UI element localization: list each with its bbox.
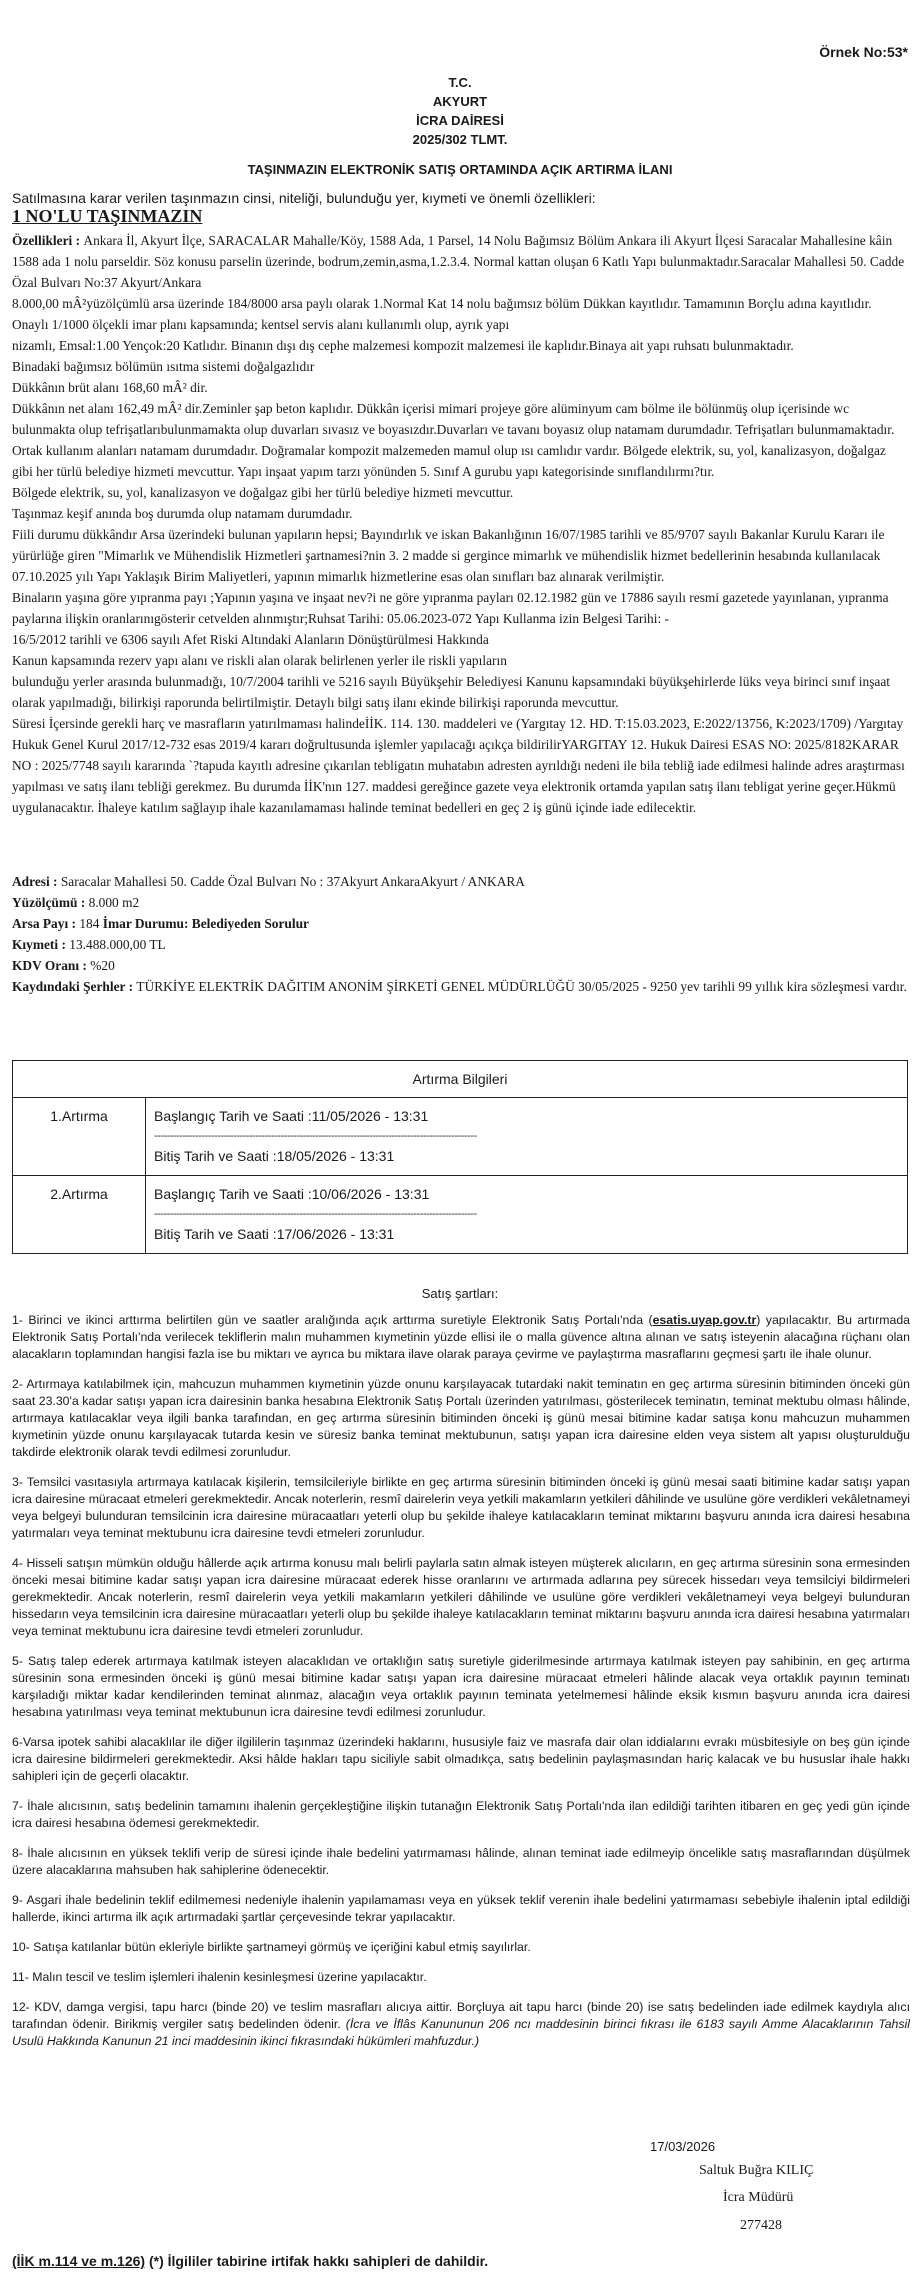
condition-3: 3- Temsilci vasıtasıyla artırmaya katılacak kişilerin, temsilcileriyle birlikte en geç artırma süresinin bitiminden önceki iş günü mesai saati bitimine kadar satışı yapan icra dairesine müracaat etmeleri gerekmektedir. Ancak noterlerin, resmî dairelerin veya yetkili makamların yetkileri dâhilinde ve usulüne göre verdikleri vekâletnameyi veya belgeyi bulunduran temsilcinin icra dairesine müracaatları yeterli olup bu şekilde ihaleye katılacakların teminat miktarını başvuru anında icra dairesi hesabına yatırmaları veya teminat mektubunu icra dairesine tevdi etmeleri zorunludur. <box>12 1475 910 1540</box>
zoning-label: İmar Durumu: <box>102 916 192 931</box>
end-label: Bitiş Tarih ve Saati : <box>154 1148 277 1164</box>
condition-12-italic: (İcra ve İflâs Kanununun 206 ncı maddesinin birinci fıkrası ile 6183 sayılı Amme Alacaklarının Tahsil Usulü Hakkında Kanunun 21 inci maddesinin ikinci fıkrasındaki hükümleri mahfuzdur.) <box>12 2017 910 2048</box>
esatis-link[interactable]: esatis.uyap.gov.tr <box>652 1313 757 1327</box>
condition-7: 7- İhale alıcısının, satış bedelinin tamamını ihalenin gerçekleştiğine ilişkin tutanağın Elektronik Satış Portalı'nda ilan edildiği tarihten itibaren en geç yedi gün içinde icra dairesi hesabına ödemesi gerekmektedir. <box>12 1799 910 1830</box>
condition-8: 8- İhale alıcısının en yüksek teklifi verip de süresi içinde ihale bedelini yatırmaması hâlinde, alınan teminat iade edilmeyip öncelikle satış masraflarından düşülmek üzere alacaklarına mahsuben hak sahiplerine ödenecektir. <box>12 1846 910 1877</box>
notice-title: TAŞINMAZIN ELEKTRONİK SATIŞ ORTAMINDA AÇIK ARTIRMA İLANI <box>247 162 673 177</box>
area-label: Yüzölçümü : <box>12 895 89 910</box>
lot-title: 1 NO'LU TAŞINMAZIN <box>12 206 203 226</box>
sale-conditions-title: Satış şartları: <box>421 1286 499 1301</box>
desc-p7: Dükkânın net alanı 162,49 mÂ² dir.Zeminler şap beton kaplıdır. Dükkân içerisi mimari projeye göre alüminyum cam bölme ile bölünmüş olup içerisinde wc bulunmakta olup tefrişatlarıbulunmamakta olup duvarları sıvasız ve boyasızdır.Duvarları ve tavanı boyasız olup natamam durumdadır. Tefrişatları bulunmamaktadır. <box>12 401 895 437</box>
sale-conditions <box>12 1312 910 2063</box>
share-row <box>12 913 910 934</box>
share-label: Arsa Payı : <box>12 916 80 931</box>
condition-1-text: 1- Birinci ve ikinci arttırma belirtilen gün ve saatler aralığında açık arttırma suretiyle Elektronik Satış Portalı'nda ( <box>12 1313 653 1327</box>
desc-p6: Dükkânın brüt alanı 168,60 mÂ² dir. <box>12 380 208 395</box>
condition-1-text-end: ) yapılacaktır. Bu artırmada Elektronik Satış Portalı'nda verilecek tekliflerin malın muhammen kıymetinin yüzde ellisi ile o malla güvence altına alınan ve satış isteyenin alacağına rüçhanı olan alacakların toplamından hangisi fazla ise bu miktarı ve ayrıca bu miktara ilave olarak paraya çevirme ve paylaştırma masraflarını geçmesi şartı ile ihale olunur. <box>12 1313 911 1361</box>
property-description <box>12 230 910 818</box>
signer-title: İcra Müdürü <box>723 2190 794 2205</box>
footer-note <box>12 2253 488 2269</box>
property-info <box>12 871 910 997</box>
sample-number: Örnek No:53* <box>819 44 908 60</box>
condition-5: 5- Satış talep ederek artırmaya katılmak isteyen alacaklıdan ve ortaklığın satış suretiyle giderilmesinde artırmaya katılmak isteyen pay sahibinin, en geç artırma süresinin sona ermesinden önceki iş günü mesai bitimine kadar satışı yapan icra dairesine müracaat etmeleri hâlinde alacak veya ortaklık payının teminatı karşıladığı miktar kadar kendilerinden teminat alınmaz, alacağın veya ortaklık payının teminata yetelmemesi hâlinde eksik kısmın başvuru anında icra dairesi hesabına yatırılması veya teminat mektubunun icra dairesine tevdi edilmesi zorunludur. <box>12 1654 910 1719</box>
zoning-value: Belediyeden Sorulur <box>191 916 309 931</box>
start-datetime: 11/05/2026 - 13:31 <box>311 1108 429 1124</box>
separator-line: ------------------------------------------------------------------------------------------------------ <box>154 1208 477 1220</box>
annotations-value: TÜRKİYE ELEKTRİK DAĞITIM ANONİM ŞİRKETİ GENEL MÜDÜRLÜĞÜ 30/05/2025 - 9250 yev tarihli 99 yıllık kira sözleşmesi vardır. <box>136 979 907 994</box>
header-office: İCRA DAİRESİ <box>416 113 504 128</box>
start-datetime: 10/06/2026 - 13:31 <box>311 1186 430 1202</box>
header-city: AKYURT <box>432 94 488 109</box>
end-datetime: 17/06/2026 - 13:31 <box>276 1226 395 1242</box>
desc-p1: Ankara İl, Akyurt İlçe, SARACALAR Mahalle/Köy, 1588 Ada, 1 Parsel, 14 Nolu Bağımsız Bölüm Ankara ili Akyurt İlçesi Saracalar Mahallesine kâin 1588 ada 1 nolu parseldir. Söz konusu parselin üzerinde, bodrum,zemin,asma,1.2.3.4. Normal kattan oluşan 6 Katlı Yapı bulunmaktadır.Saracalar Mahallesi 50. Cadde Özal Bulvarı No:37 Akyurt/Ankara <box>12 233 905 290</box>
desc-p14: Kanun kapsamında rezerv yapı alanı ve riskli alan olarak belirlenen yerler ile riskli yapıların <box>12 653 507 668</box>
condition-11: 11- Malın tescil ve teslim işlemleri ihalenin kesinleşmesi üzerine yapılacaktır. <box>12 1970 427 1984</box>
condition-4: 4- Hisseli satışın mümkün olduğu hâllerde açık artırma konusu malı belirli paylarla satın almak isteyen müşterek alıcıların, en geç artırma süresinin sona ermesinden önceki mesai bitimine kadar satışı yapan icra dairesine müracaat ederek hisse oranlarını ve artırmada adlarına pey sürecek hissedarı veya temsilciyi bildirmeleri gerekmektedir. Ancak noterlerin, resmî dairelerin veya yetkili makamların yetkileri dâhilinde ve usulüne göre verdikleri vekâletnameyi veya belgeyi bulunduran hissedarın veya temsilcinin icra dairesine müracaatları yeterli olup bu şekilde ihaleye katılacakların teminat miktarını başvuru anında icra dairesi hesabına yatırmaları veya teminat mektubunu icra dairesine tevdi etmeleri zorunludur. <box>12 1556 910 1638</box>
document-header <box>0 73 920 149</box>
condition-9: 9- Asgari ihale bedelinin teklif edilmemesi nedeniyle ihalenin yapılamaması veya en yüksek teklif verenin ihale bedelini yatırmaması sebebiyle ihalenin iptal edildiği hallerde, ikinci artırma ilk açık artırmadaki şartlar çerçevesinde tekrar yapılacaktır. <box>12 1893 910 1924</box>
footer-reference: (İİK m.114 ve m.126) <box>12 2253 146 2269</box>
auction-table-caption: Artırma Bilgileri <box>13 1061 908 1098</box>
features-label: Özellikleri : <box>12 233 84 248</box>
auction-round-dates <box>146 1098 908 1176</box>
header-file-number: 2025/302 TLMT. <box>412 132 508 147</box>
vat-label: KDV Oranı : <box>12 958 91 973</box>
share-value: 184 <box>79 916 103 931</box>
condition-2: 2- Artırmaya katılabilmek için, mahcuzun muhammen kıymetinin yüzde onunu karşılayacak tutardaki nakit teminatın en geç artırma süresinin bitiminden önceki gün saat 23.30'a kadar satışı yapan icra dairesinin banka hesabına Elektronik Satış Portalı üzerinden yatırılması, gösterilecek teminatın, teminat mektubu olması hâlinde, artırmaya katılacaklar veya ilgili banka tarafından, en geç artırma süresinin bitiminden önceki iş günü mesai bitimine kadar satışa konu mahcuzun muhammen kıymetinin yüzde onunu karşılayacak tutarda kesin ve süresiz banka teminat mektubunun, satışı yapan icra dairesine elden veya sistem alt yapısı oluşturulduğu takdirde elektronik olarak tevdi edilmesi zorunludur. <box>12 1377 910 1459</box>
signature-date: 17/03/2026 <box>650 2139 716 2154</box>
condition-12 <box>12 1999 910 2050</box>
end-label: Bitiş Tarih ve Saati : <box>154 1226 277 1242</box>
address-label: Adresi : <box>12 874 61 889</box>
annotations-row <box>12 976 910 997</box>
desc-p11: Fiili durumu dükkândır Arsa üzerindeki bulunan yapıların hepsi; Bayındırlık ve iskan Bakanlığının 16/07/1985 tarihli ve 85/9707 sayılı Bakanlar Kurulu Kararı ile yürürlüğe giren "Mimarlık ve Mühendislik Hizmetleri şartnamesi?nin 3. 2 madde si gergince mimarlık ve mühendislik hizmet bedellerinin hesabında kullanılacak 07.10.2025 yılı Yapı Yaklaşık Birim Maliyetleri, yapının mimarlık hizmetlerine esas olan sınıfları baz alınarak verilmiştir. <box>12 527 885 584</box>
footer-text: (*) İlgililer tabirine irtifak hakkı sahipleri de dahildir. <box>145 2253 489 2269</box>
desc-p3: Onaylı 1/1000 ölçekli imar planı kapsamında; kentsel servis alanı kullanımlı olup, ayrık yapı <box>12 317 510 332</box>
value-amount: 13.488.000,00 TL <box>69 937 166 952</box>
address-row <box>12 871 910 892</box>
desc-p10: Taşınmaz keşif anında boş durumda olup natamam durumdadır. <box>12 506 353 521</box>
desc-p9: Bölgede elektrik, su, yol, kanalizasyon ve doğalgaz gibi her türlü belediye hizmeti mevcuttur. <box>12 485 514 500</box>
address-value: Saracalar Mahallesi 50. Cadde Özal Bulvarı No : 37Akyurt AnkaraAkyurt / ANKARA <box>60 874 525 889</box>
auction-info-table <box>12 1060 908 1254</box>
end-datetime: 18/05/2026 - 13:31 <box>276 1148 395 1164</box>
annotations-label: Kaydındaki Şerhler : <box>12 979 137 994</box>
separator-line: ------------------------------------------------------------------------------------------------------ <box>154 1130 477 1142</box>
area-value: 8.000 m2 <box>88 895 140 910</box>
auction-round-name: 2.Artırma <box>13 1176 146 1254</box>
desc-p12: Binaların yaşına göre yıpranma payı ;Yapının yaşına ve inşaat nev?i ne göre yıpranma payları 02.12.1982 gün ve 17886 sayılı resmi gazetede yayınlanan, yıpranma paylarına ilişkin oranlarınıgösterir cetvelden alınmıştır;Ruhsat Tarihi: 05.06.2023-072 Yapı Kullanma izin Belgesi Tarihi: - <box>12 590 889 626</box>
intro-text: Satılmasına karar verilen taşınmazın cinsi, niteliği, bulunduğu yer, kıymeti ve önemli özellikleri: <box>12 190 596 206</box>
signer-name: Saltuk Buğra KILIÇ <box>699 2163 814 2178</box>
condition-12-text: 12- KDV, damga vergisi, tapu harcı (binde 20) ve teslim masrafları alıcıya aittir. Borçluya ait tapu harcı (binde 20) ise satış bedelinden iade edilmek kaydıyla alıcı tarafından ödenir. Birikmiş vergiler satış bedelinden ödenir. <box>12 2000 910 2031</box>
value-row <box>12 934 910 955</box>
desc-p5: Binadaki bağımsız bölümün ısıtma sistemi doğalgazlıdır <box>12 359 315 374</box>
desc-p15: bulunduğu yerler arasında bulunmadığı, 10/7/2004 tarihli ve 5216 sayılı Büyükşehir Belediyesi Kanunu kapsamındaki büyükşehirlerde lüks veya birinci sınıf inşaat olarak yapılmadığı, bilirkişi raporunda belirtilmiştir. Detaylı bilgi satış ilanı ekinde bilirkişi raporunda mevcuttur. <box>12 674 891 710</box>
signer-number: 277428 <box>740 2218 782 2233</box>
vat-value: %20 <box>90 958 115 973</box>
condition-1 <box>12 1312 910 1363</box>
desc-p2: 8.000,00 mÂ²yüzölçümlü arsa üzerinde 184/8000 arsa paylı olarak 1.Normal Kat 14 nolu bağımsız bölüm Dükkan kayıtlıdır. Tamamının Borçlu adına kayıtlıdır. <box>12 296 872 311</box>
area-row <box>12 892 910 913</box>
desc-p16: Süresi İçersinde gerekli harç ve masrafların yatırılmaması halindeİİK. 114. 130. maddeleri ve (Yargıtay 12. HD. T:15.03.2023, E:2022/13756, K:2023/1709) /Yargıtay Hukuk Genel Kurul 2017/12-732 esas 2019/4 kararı doğrultusunda işlemler yapılacağı açıkça bildirilirYARGITAY 12. Hukuk Dairesi ESAS NO: 2025/8182KARAR NO : 2025/7748 sayılı kararında `?tapuda kayıtlı adresine çıkarılan tebligatın muhatabın adresten ayrıldığı nedeni ile bila tebliğ iade edilmesi halinde adres araştırması yapılması ve satış ilanı tebliği gerekmez. Bu durumda İİK'nın 127. maddesi gereğince gazete veya elektronik ortamda yapılan satış ilanı tebligat yerine geçer.Hükmü uygulanacaktır. İhaleye katılım sağlayıp ihale kazanılamaması halinde teminat bedelleri en geç 2 iş günü içinde iade edilecektir. <box>12 716 905 815</box>
value-label: Kıymeti : <box>12 937 70 952</box>
header-tc: T.C. <box>448 75 472 90</box>
condition-10: 10- Satışa katılanlar bütün ekleriyle birlikte şartnameyi görmüş ve içeriğini kabul etmiş sayılırlar. <box>12 1940 531 1954</box>
auction-round-name: 1.Artırma <box>13 1098 146 1176</box>
vat-row <box>12 955 910 976</box>
condition-6: 6-Varsa ipotek sahibi alacaklılar ile diğer ilgililerin taşınmaz üzerindeki haklarını, hususiyle faiz ve masrafa dair olan iddialarını evrakı müsbitesiyle on beş gün içinde icra dairesine bildirmeleri gerekmektedir. Aksi hâlde hakları tapu siciliyle sabit olmadıkça, satış bedelinin paylaşmasından hariç kalacak ve bu hususlar ihale hakkı sahipleri için de geçerli olacaktır. <box>12 1735 910 1783</box>
start-label: Başlangıç Tarih ve Saati : <box>154 1186 312 1202</box>
table-row <box>13 1098 908 1176</box>
start-label: Başlangıç Tarih ve Saati : <box>154 1108 312 1124</box>
table-row <box>13 1176 908 1254</box>
desc-p13: 16/5/2012 tarihli ve 6306 sayılı Afet Riski Altındaki Alanların Dönüştürülmesi Hakkında <box>12 632 489 647</box>
desc-p4: nizamlı, Emsal:1.00 Yençok:20 Katlıdır. Binanın dışı dış cephe malzemesi kompozit malzemesi ile kaplıdır.Binaya ait yapı ruhsatı bulunmaktadır. <box>12 338 794 353</box>
auction-round-dates <box>146 1176 908 1254</box>
desc-p8: Ortak kullanım alanları natamam durumdadır. Doğramalar kompozit malzemeden mamul olup ısı camlıdır vardır. Bölgede elektrik, su, yol, kanalizasyon, doğalgaz gibi her türlü belediye hizmeti mevcuttur. Yapı inşaat yapım tarzı yönünden 5. Sınıf A gurubu yapı kategorisinde sınıflandılırmı?tır. <box>12 443 886 479</box>
